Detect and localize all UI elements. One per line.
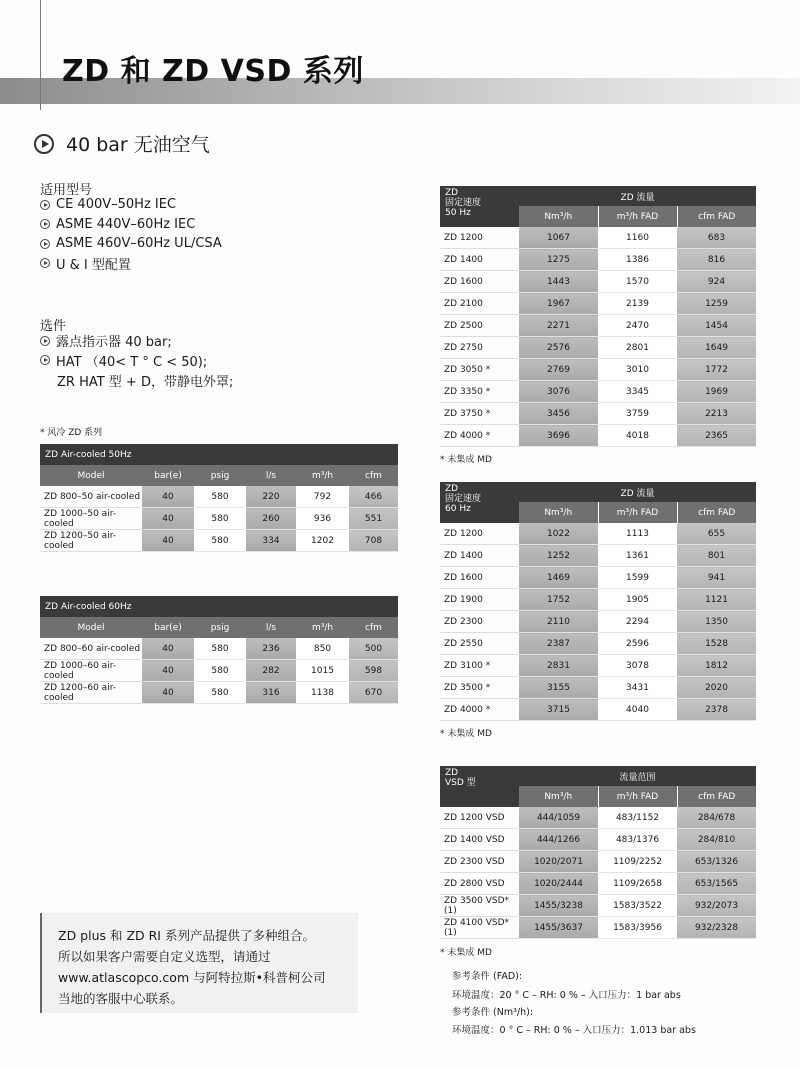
table-row: ZD 1400 1275 1386 816: [440, 249, 756, 271]
table-row: ZD 3350 * 3076 3345 1969: [440, 381, 756, 403]
table-row: ZD 3050 * 2769 3010 1772: [440, 359, 756, 381]
table-row: ZD 3500 VSD*(1) 1455/3238 1583/3522 932/2073: [440, 895, 756, 917]
play-circle-icon: [40, 219, 50, 229]
column-header: Model: [40, 465, 142, 486]
table-row: ZD 4100 VSD*(1) 1455/3637 1583/3956 932/2328: [440, 917, 756, 939]
info-line: 当地的客服中心联系。: [58, 991, 184, 1006]
air-cooled-60hz-table: [40, 596, 398, 704]
list-item: 露点指示器 40 bar;: [40, 331, 207, 351]
column-header: m³/h FAD: [598, 786, 677, 807]
table-row: ZD 2750 2576 2801 1649: [440, 337, 756, 359]
table-row: ZD 1400 1252 1361 801: [440, 545, 756, 567]
play-circle-icon: [40, 258, 50, 268]
group-header: 流量范围: [519, 766, 756, 786]
models-list: [40, 195, 222, 273]
table-note: * 未集成 MD: [440, 948, 492, 958]
column-header: Model: [40, 617, 142, 638]
list-item: CE 400V–50Hz IEC: [40, 195, 222, 215]
info-line: www.atlascopco.com 与阿特拉斯•科普柯公司: [58, 970, 326, 985]
models-title: 适用型号: [40, 183, 93, 198]
play-circle-icon: [40, 239, 50, 249]
table-row: ZD 1600 1469 1599 941: [440, 567, 756, 589]
table-note: * 未集成 MD: [440, 729, 492, 739]
table-row: ZD 800–60 air-cooled 40 580 236 850 500: [40, 638, 398, 660]
reference-nm-title: 参考条件 (Nm³/h):: [452, 1007, 534, 1018]
table-title: ZD Air-cooled 50Hz: [40, 444, 142, 465]
table-row: ZD 4000 * 3715 4040 2378: [440, 699, 756, 721]
column-header: psig: [194, 617, 246, 638]
table-title-row: [40, 444, 398, 465]
air-cooled-note: * 风冷 ZD 系列: [40, 428, 103, 438]
reference-fad-text: 环境温度：20 ° C – RH: 0 % – 入口压力：1 bar abs: [452, 990, 681, 1001]
title-rule: [40, 0, 41, 110]
fixed-speed-60hz-table: [440, 482, 756, 721]
reference-nm-text: 环境温度：0 ° C – RH: 0 % – 入口压力：1.013 bar abs: [452, 1025, 696, 1036]
air-cooled-50hz-table: [40, 444, 398, 552]
column-header: l/s: [246, 617, 296, 638]
table-title: ZD Air-cooled 60Hz: [40, 596, 142, 617]
page-title: ZD 和 ZD VSD 系列: [62, 54, 364, 89]
vsd-table: [440, 766, 756, 939]
fixed-speed-50hz-table: [440, 186, 756, 447]
column-header: cfm: [349, 617, 398, 638]
table-row: ZD 1200 VSD 444/1059 483/1152 284/678: [440, 807, 756, 829]
table-row: ZD 1000–60 air-cooled 40 580 282 1015 598: [40, 660, 398, 682]
table-title-row: [40, 596, 398, 617]
column-header: Nm³/h: [519, 786, 598, 807]
list-item: HAT （40< T ° C < 50);: [40, 351, 207, 371]
table-row: ZD 1900 1752 1905 1121: [440, 589, 756, 611]
play-circle-icon: [40, 200, 50, 210]
table-row: ZD 1200–60 air-cooled 40 580 316 1138 670: [40, 682, 398, 704]
column-header: Nm³/h: [519, 502, 598, 523]
table-row: ZD 1400 VSD 444/1266 483/1376 284/810: [440, 829, 756, 851]
subtitle: [34, 130, 210, 157]
list-item: U & I 型配置: [40, 254, 222, 274]
subtitle-text: 40 bar 无油空气: [66, 134, 210, 156]
table-row: ZD 2550 2387 2596 1528: [440, 633, 756, 655]
column-header: l/s: [246, 465, 296, 486]
table-row: ZD 1600 1443 1570 924: [440, 271, 756, 293]
table-row-header: ZD 固定速度 50 Hz: [440, 186, 519, 227]
table-note: * 未集成 MD: [440, 455, 492, 465]
play-circle-icon: [34, 134, 54, 154]
table-row: ZD 2300 VSD 1020/2071 1109/2252 653/1326: [440, 851, 756, 873]
column-header: cfm FAD: [677, 786, 756, 807]
reference-fad-title: 参考条件 (FAD):: [452, 971, 523, 982]
list-item: ASME 460V–60Hz UL/CSA: [40, 234, 222, 254]
table-header-row: [40, 617, 398, 638]
table-row: ZD 1000–50 air-cooled 40 580 260 936 551: [40, 508, 398, 530]
info-line: 所以如果客户需要自定义选型，请通过: [58, 949, 271, 964]
table-row: ZD 2500 2271 2470 1454: [440, 315, 756, 337]
options-extra: ZR HAT 型 + D，带静电外罩;: [57, 375, 234, 390]
column-header: cfm: [349, 465, 398, 486]
column-header: m³/h FAD: [598, 502, 677, 523]
table-row: ZD 2100 1967 2139 1259: [440, 293, 756, 315]
table-row-header: ZD VSD 型: [440, 766, 519, 807]
table-row: ZD 1200–50 air-cooled 40 580 334 1202 708: [40, 530, 398, 552]
table-row: ZD 3500 * 3155 3431 2020: [440, 677, 756, 699]
column-header: bar(e): [142, 465, 194, 486]
table-row: ZD 1200 1022 1113 655: [440, 523, 756, 545]
options-list: [40, 331, 207, 370]
group-header: ZD 流量: [519, 482, 756, 502]
column-header: m³/h FAD: [598, 206, 677, 227]
column-header: cfm FAD: [677, 502, 756, 523]
table-row: ZD 4000 * 3696 4018 2365: [440, 425, 756, 447]
column-header: psig: [194, 465, 246, 486]
group-header: ZD 流量: [519, 186, 756, 206]
list-item: ASME 440V–60Hz IEC: [40, 215, 222, 235]
table-row: ZD 2800 VSD 1020/2444 1109/2658 653/1565: [440, 873, 756, 895]
table-row: ZD 800–50 air-cooled 40 580 220 792 466: [40, 486, 398, 508]
table-row-header: ZD 固定速度 60 Hz: [440, 482, 519, 523]
table-header-row: [40, 465, 398, 486]
table-row: ZD 3750 * 3456 3759 2213: [440, 403, 756, 425]
column-header: cfm FAD: [677, 206, 756, 227]
play-circle-icon: [40, 336, 50, 346]
column-header: bar(e): [142, 617, 194, 638]
table-row: ZD 2300 2110 2294 1350: [440, 611, 756, 633]
table-row: ZD 3100 * 2831 3078 1812: [440, 655, 756, 677]
table-row: ZD 1200 1067 1160 683: [440, 227, 756, 249]
column-header: m³/h: [296, 617, 349, 638]
column-header: Nm³/h: [519, 206, 598, 227]
info-line: ZD plus 和 ZD RI 系列产品提供了多种组合。: [58, 928, 315, 943]
column-header: m³/h: [296, 465, 349, 486]
play-circle-icon: [40, 355, 50, 365]
options-title: 选件: [40, 319, 67, 334]
info-box: [40, 913, 358, 1013]
